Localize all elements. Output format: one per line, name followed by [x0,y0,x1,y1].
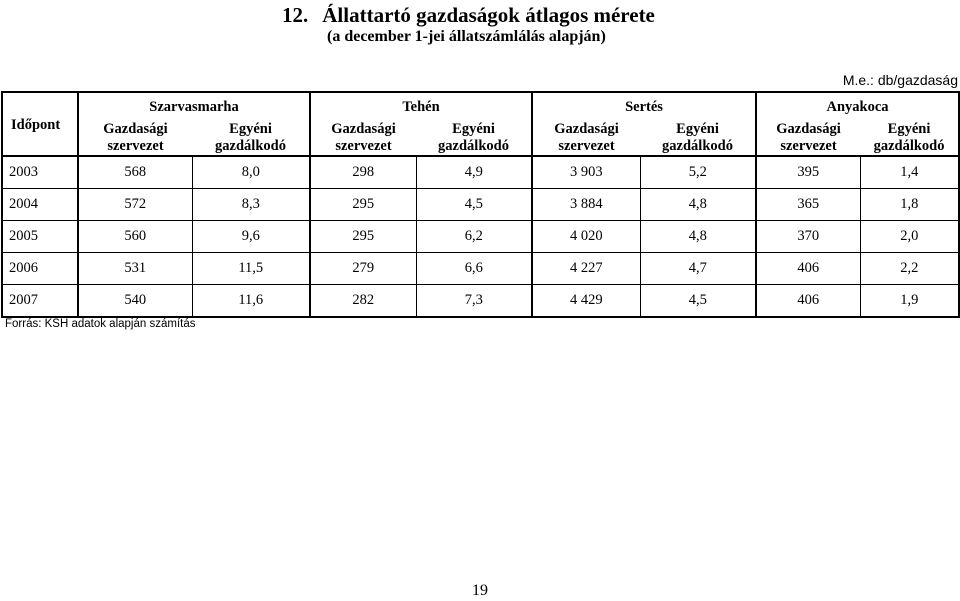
table-row [2,156,959,189]
group-header: Szarvasmarha [78,92,310,121]
value-cell: 540 [78,285,192,318]
value-cell: 4,7 [640,253,756,285]
value-cell: 11,6 [192,285,310,318]
subheader-organization: Gazdasági szervezet [310,121,416,156]
value-cell: 560 [78,221,192,253]
value-cell: 3 884 [532,189,640,221]
value-cell: 1,8 [860,189,959,221]
value-cell: 395 [756,156,860,189]
value-cell: 568 [78,156,192,189]
value-cell: 1,9 [860,285,959,318]
value-cell: 6,6 [416,253,532,285]
value-cell: 2,0 [860,221,959,253]
value-cell: 3 903 [532,156,640,189]
table-number: 12. [282,3,309,27]
value-cell: 4,9 [416,156,532,189]
value-cell: 4 429 [532,285,640,318]
value-cell: 4 227 [532,253,640,285]
table-row [2,221,959,253]
group-header: Sertés [532,92,756,121]
value-cell: 11,5 [192,253,310,285]
value-cell: 4,8 [640,221,756,253]
value-cell: 406 [756,253,860,285]
value-cell: 295 [310,221,416,253]
value-cell: 406 [756,285,860,318]
table-row [2,285,959,318]
unit-label: M.e.: db/gazdaság [842,72,958,88]
value-cell: 4,8 [640,189,756,221]
subheader-individual: Egyéni gazdálkodó [192,121,310,156]
table-subtitle: (a december 1-jei állatszámlálás alapján) [327,28,606,45]
value-cell: 298 [310,156,416,189]
subheader-individual: Egyéni gazdálkodó [640,121,756,156]
group-header: Tehén [310,92,532,121]
value-cell: 1,4 [860,156,959,189]
value-cell: 6,2 [416,221,532,253]
subheader-organization: Gazdasági szervezet [532,121,640,156]
value-cell: 4,5 [640,285,756,318]
value-cell: 2,2 [860,253,959,285]
year-cell: 2007 [2,285,78,318]
year-cell: 2003 [2,156,78,189]
table-row [2,253,959,285]
group-header: Anyakoca [756,92,959,121]
value-cell: 295 [310,189,416,221]
value-cell: 8,0 [192,156,310,189]
subheader-organization: Gazdasági szervezet [756,121,860,156]
value-cell: 4 020 [532,221,640,253]
value-cell: 282 [310,285,416,318]
table-body [2,156,959,317]
table-row [2,189,959,221]
value-cell: 279 [310,253,416,285]
page-number: 19 [472,582,488,599]
subheader-individual: Egyéni gazdálkodó [860,121,959,156]
period-header: Időpont [2,92,78,156]
table-title [282,3,655,28]
value-cell: 5,2 [640,156,756,189]
year-cell: 2004 [2,189,78,221]
year-cell: 2006 [2,253,78,285]
value-cell: 370 [756,221,860,253]
subheader-organization: Gazdasági szervezet [78,121,192,156]
value-cell: 365 [756,189,860,221]
source-note: Forrás: KSH adatok alapján számítás [5,318,196,330]
year-cell: 2005 [2,221,78,253]
data-table [1,91,960,318]
value-cell: 7,3 [416,285,532,318]
value-cell: 8,3 [192,189,310,221]
value-cell: 531 [78,253,192,285]
value-cell: 572 [78,189,192,221]
value-cell: 9,6 [192,221,310,253]
value-cell: 4,5 [416,189,532,221]
subheader-individual: Egyéni gazdálkodó [416,121,532,156]
table-title-text: Állattartó gazdaságok átlagos mérete [322,3,655,27]
